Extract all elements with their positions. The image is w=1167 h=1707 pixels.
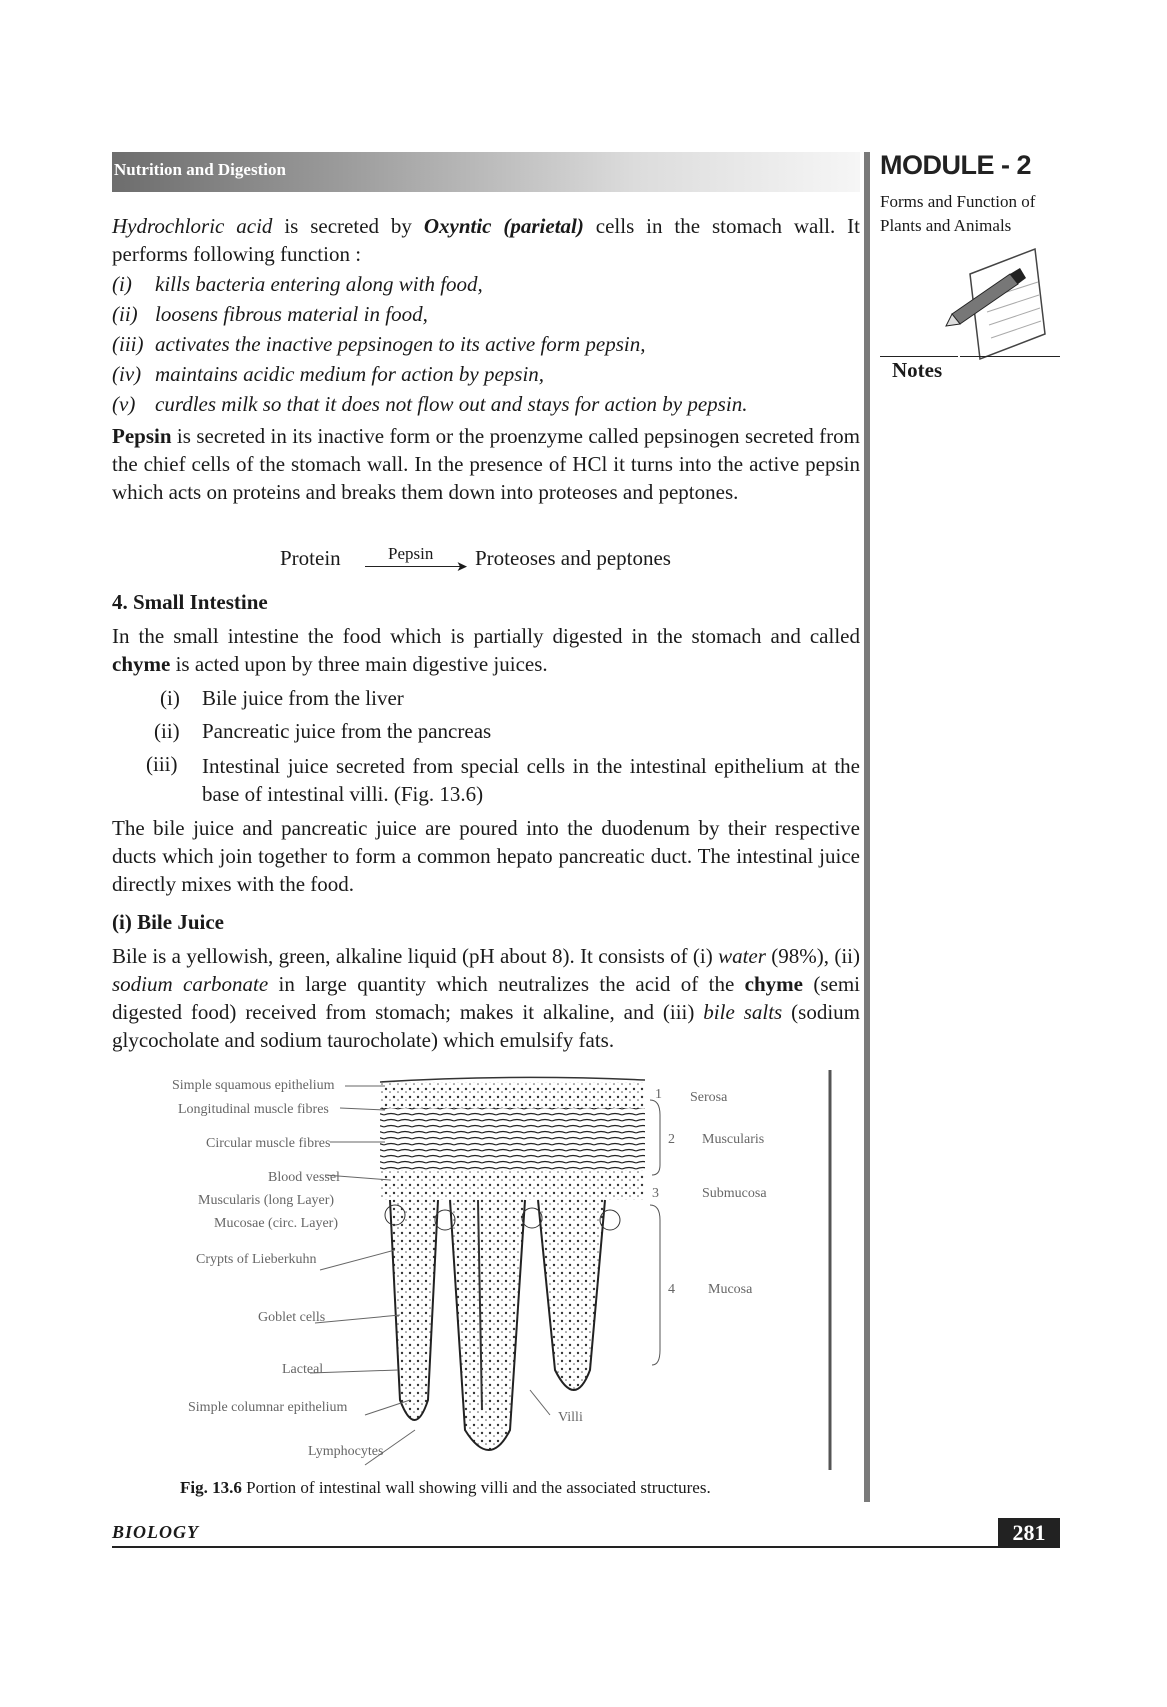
hcl-text-end: cells in the stomach wall. It performs following function :	[112, 214, 860, 266]
pepsin-paragraph	[112, 422, 860, 506]
figure-layer-label: Serosa	[690, 1090, 728, 1105]
notes-pencil-icon	[940, 244, 1050, 364]
figure-layer-num: 4	[668, 1282, 675, 1297]
figure-label: Circular muscle fibres	[206, 1136, 331, 1151]
figure-label: Muscularis (long Layer)	[198, 1193, 335, 1208]
list-item: Bile juice from the liver	[202, 686, 404, 710]
section-title: Nutrition and Digestion	[114, 160, 286, 179]
figure-label: Mucosae (circ. Layer)	[214, 1216, 338, 1231]
bile-paragraph: Bile is a yellowish, green, alkaline liquid (pH about 8). It consists of (i) water (98%), (ii) sodium carbonate in large quantity which neutralizes the acid of the chyme (semi digested food) received from stomach; makes it alkaline, and (iii) bile salts (sodium glycocholate and sodium taurocholate) which emulsify fats.	[112, 944, 861, 1052]
figure-layer-num: 1	[655, 1087, 662, 1102]
equation-right: Proteoses and peptones	[475, 546, 671, 570]
equation-left: Protein	[280, 546, 341, 570]
list-item-num: (ii)	[154, 719, 180, 743]
ducts-paragraph: The bile juice and pancreatic juice are poured into the duodenum by their respective ducts which join together to form a common hepato pancreatic duct. The intestinal juice directly mixes with the food.	[112, 816, 860, 896]
list-item-num: (i)	[160, 686, 180, 710]
equation-enzyme: Pepsin	[388, 544, 434, 563]
figure-label: Longitudinal muscle fibres	[178, 1102, 329, 1117]
figure-layer-label: Mucosa	[708, 1282, 753, 1297]
footer-subject: BIOLOGY	[112, 1522, 199, 1542]
figure-layer-num: 3	[652, 1186, 659, 1201]
figure-label: Blood vessel	[268, 1170, 340, 1185]
list-item: (ii) loosens fibrous material in food,	[112, 302, 428, 326]
list-item-num: (iii)	[146, 752, 178, 776]
small-intestine-paragraph: In the small intestine the food which is partially digested in the stomach and called chyme is acted upon by three main digestive juices.	[112, 624, 860, 676]
figure-label: Simple squamous epithelium	[172, 1078, 335, 1093]
list-item: Pancreatic juice from the pancreas	[202, 719, 492, 743]
pepsin-text: is secreted in its inactive form or the proenzyme called pepsinogen secreted from the chief cells of the stomach wall. In the presence of HCl it turns into the active pepsin which acts on proteins and breaks them down into proteoses and peptones.	[112, 424, 860, 504]
oxyntic-term: Oxyntic (parietal)	[423, 214, 584, 238]
bile-heading: (i) Bile Juice	[112, 910, 224, 934]
figure-label: Crypts of Lieberkuhn	[196, 1252, 317, 1267]
page-number: 281	[998, 1518, 1060, 1548]
hcl-term: Hydrochloric acid	[112, 214, 273, 238]
figure-label: Lacteal	[282, 1362, 324, 1377]
margin-rule	[864, 152, 870, 1502]
hcl-text: is secreted by	[272, 214, 424, 238]
module-label: MODULE - 2	[880, 150, 1032, 180]
pepsin-term: Pepsin	[112, 424, 172, 448]
list-item: (v) curdles milk so that it does not flow out and stays for action by pepsin.	[112, 392, 748, 416]
notes-label: Notes	[892, 358, 943, 382]
figure-layer-label: Submucosa	[702, 1186, 767, 1201]
list-item: (iv) maintains acidic medium for action by pepsin,	[112, 362, 545, 386]
section-header-bar	[112, 152, 860, 192]
figure-label: Goblet cells	[258, 1310, 326, 1325]
figure-layer-label: Muscularis	[702, 1132, 765, 1147]
section-heading: 4. Small Intestine	[112, 590, 268, 614]
footer-rule	[112, 1546, 1060, 1548]
list-item: (iii) activates the inactive pepsinogen to its active form pepsin,	[112, 332, 646, 356]
figure-label: Lymphocytes	[308, 1444, 384, 1459]
figure-label: Simple columnar epithelium	[188, 1400, 348, 1415]
arrowhead-icon: ➤	[456, 560, 468, 575]
figure-label-villi: Villi	[558, 1410, 583, 1425]
figure-caption: Fig. 13.6 Portion of intestinal wall showing villi and the associated structures.	[180, 1478, 711, 1497]
figure-layer-num: 2	[668, 1132, 675, 1147]
list-item: (i) kills bacteria entering along with food,	[112, 272, 483, 296]
notes-rule-right	[960, 356, 1060, 357]
notes-rule-left	[880, 356, 958, 357]
hcl-paragraph	[112, 212, 860, 268]
list-item: Intestinal juice secreted from special cells in the intestinal epithelium at the base of intestinal villi. (Fig. 13.6)	[202, 754, 860, 806]
equation-arrow	[365, 566, 463, 567]
module-subtitle: Forms and Function of Plants and Animals	[880, 192, 1036, 235]
